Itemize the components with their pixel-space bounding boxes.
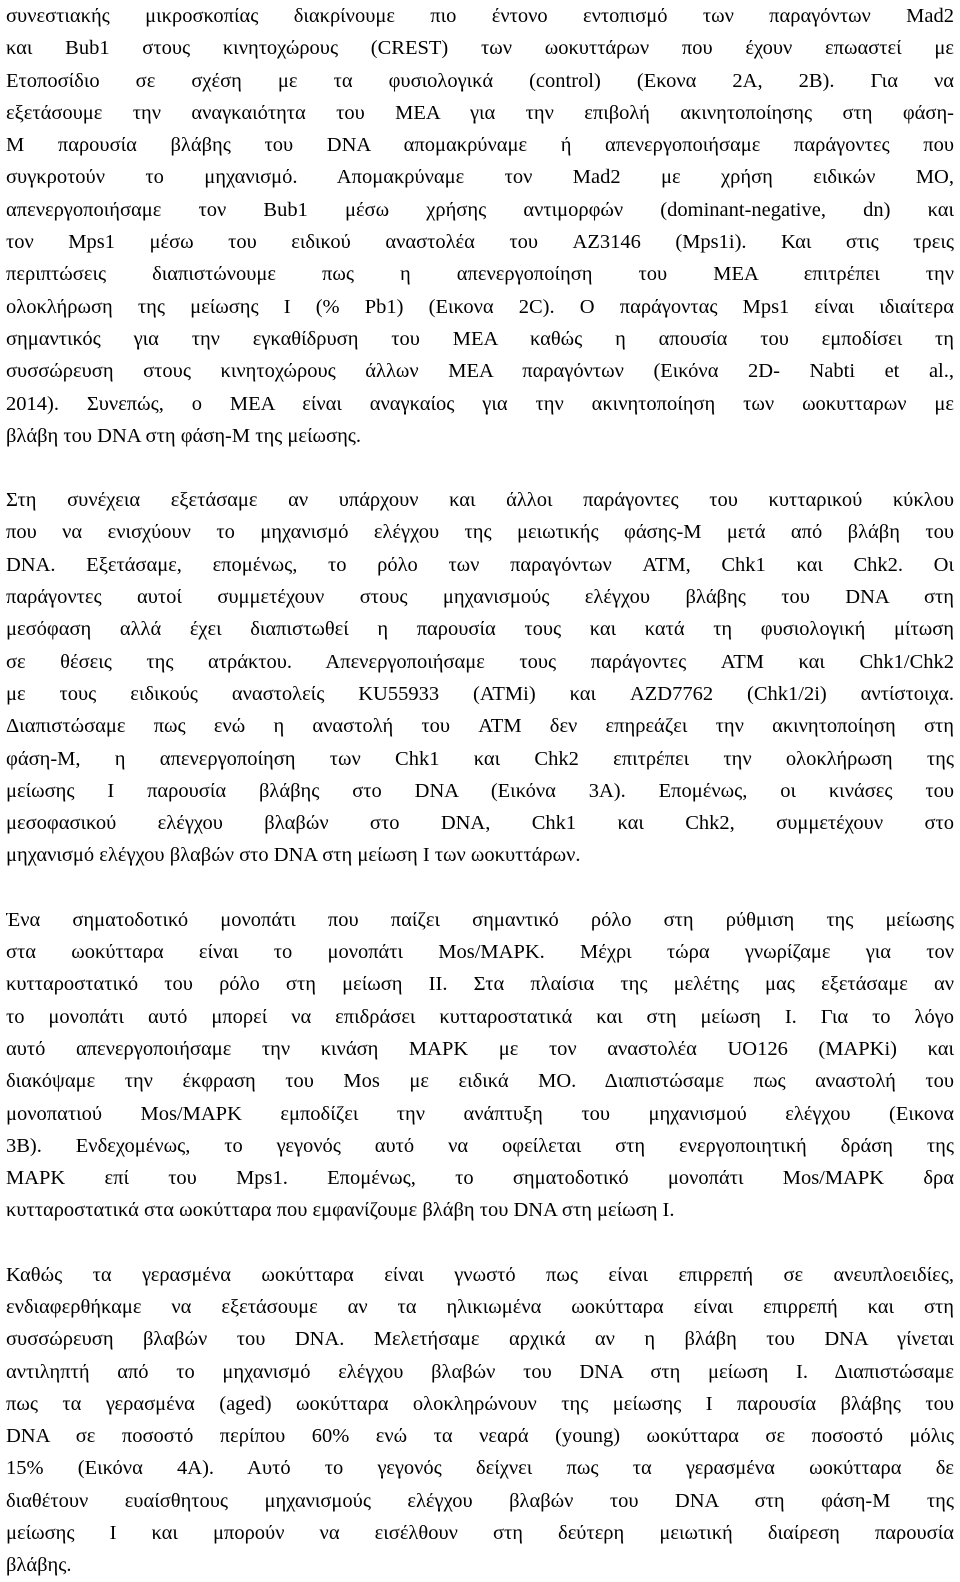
paragraph-2 [6, 484, 954, 872]
text-line: και Bub1 στους κινητοχώρους (CREST) των ωοκυττάρων που έχουν επωαστεί με [6, 37, 954, 60]
text-line: που να ενισχύουν το μηχανισμό ελέγχου της μειωτικής φάσης-Μ μετά από βλάβη του [6, 521, 954, 544]
text-line: μείωσης Ι παρουσία βλάβης στο DNA (Εικόνα 3Α). Επομένως, οι κινάσες του [6, 779, 954, 802]
text-line: διακόψαμε την έκφραση του Mos με ειδικά ΜΟ. Διαπιστώσαμε πως αναστολή του [6, 1070, 954, 1093]
text-line: συνεστιακής μικροσκοπίας διακρίνουμε πιο έντονο εντοπισμό των παραγόντων Mad2 [6, 5, 954, 27]
paragraph-3 [6, 904, 954, 1227]
text-line: Καθώς τα γερασμένα ωοκύτταρα είναι γνωστό πως είναι επιρρεπή σε ανευπλοειδίες, [6, 1263, 954, 1286]
text-line: Διαπιστώσαμε πως ενώ η αναστολή του ATM δεν επηρεάζει την ακινητοποίηση στη [6, 715, 954, 738]
text-line: Μ παρουσία βλάβης του DNA απομακρύναμε ή απενεργοποιήσαμε παράγοντες που [6, 134, 954, 157]
text-line: μονοπατιού Mos/MAPK εμποδίζει την ανάπτυξη του μηχανισμού ελέγχου (Εικονα [6, 1102, 954, 1125]
text-line: 3Β). Ενδεχομένως, το γεγονός αυτό να οφείλεται στη ενεργοποιητική δράση της [6, 1134, 954, 1157]
text-line: συσσώρευση στους κινητοχώρους άλλων ΜΕΑ παραγόντων (Εικόνα 2D- Nabti et al., [6, 360, 954, 383]
text-line: κυτταροστατικά στα ωοκύτταρα που εμφανίζουμε βλάβη του DNA στη μείωση Ι. [6, 1199, 675, 1222]
text-line: κυτταροστατικό του ρόλο στη μείωση ΙΙ. Στα πλαίσια της μελέτης μας εξετάσαμε αν [6, 973, 954, 996]
text-line: διαθέτουν ευαίσθητους μηχανισμούς ελέγχου βλαβών του DNA στη φάση-Μ της [6, 1489, 954, 1512]
text-line: μηχανισμό ελέγχου βλαβών στο DNA στη μείωση Ι των ωοκυττάρων. [6, 844, 581, 867]
text-line: μεσόφαση αλλά έχει διαπιστωθεί η παρουσία τους και κατά τη φυσιολογική μίτωση [6, 618, 954, 641]
text-line: τον Mps1 μέσω του ειδικού αναστολέα του AZ3146 (Mps1i). Και στις τρεις [6, 231, 954, 254]
text-line: φάση-Μ, η απενεργοποίηση των Chk1 και Chk2 επιτρέπει την ολοκλήρωση της [6, 747, 954, 770]
text-line: πως τα γερασμένα (aged) ωοκύτταρα ολοκληρώνουν της μείωσης Ι παρουσία βλάβης του [6, 1392, 954, 1415]
text-line: ενδιαφερθήκαμε να εξετάσουμε αν τα ηλικιωμένα ωοκύτταρα είναι επιρρεπή και στη [6, 1295, 954, 1318]
paragraph-4 [6, 1259, 954, 1582]
text-line: συσσώρευση βλαβών του DNA. Μελετήσαμε αρχικά αν η βλάβη του DNA γίνεται [6, 1328, 954, 1351]
text-line: DNA. Εξετάσαμε, επομένως, το ρόλο των παραγόντων ATM, Chk1 και Chk2. Οι [6, 553, 954, 576]
text-line: 2014). Συνεπώς, ο ΜΕΑ είναι αναγκαίος για την ακινητοποίηση των ωοκυτταρων με [6, 392, 954, 415]
text-line: αυτό απενεργοποιήσαμε την κινάση MAPK με τον αναστολέα UO126 (MAPKi) και [6, 1037, 954, 1060]
text-line: DNA σε ποσοστό περίπου 60% ενώ τα νεαρά (young) ωοκύτταρα σε ποσοστό μόλις [6, 1425, 954, 1448]
text-line: Ένα σηματοδοτικό μονοπάτι που παίζει σημαντικό ρόλο στη ρύθμιση της μείωσης [6, 908, 954, 931]
text-line: το μονοπάτι αυτό μπορεί να επιδράσει κυτταροστατικά και στη μείωση Ι. Για το λόγο [6, 1005, 954, 1028]
text-line: σε θέσεις της ατράκτου. Απενεργοποιήσαμε τους παράγοντες ATM και Chk1/Chk2 [6, 650, 954, 673]
text-line: αντιληπτή από το μηχανισμό ελέγχου βλαβών του DNA στη μείωση Ι. Διαπιστώσαμε [6, 1360, 954, 1383]
text-line: στα ωοκύτταρα είναι το μονοπάτι Mos/MAPK. Μέχρι τώρα γνωρίζαμε για τον [6, 941, 954, 964]
text-line: μείωσης Ι και μπορούν να εισέλθουν στη δεύτερη μειωτική διαίρεση παρουσία [6, 1522, 954, 1545]
text-line: βλάβης. [6, 1554, 72, 1577]
text-line: μεσοφασικού ελέγχου βλαβών στο DNA, Chk1 και Chk2, συμμετέχουν στο [6, 812, 954, 835]
text-line: ολοκλήρωση της μείωσης Ι (% Pb1) (Εικονα 2C). Ο παράγοντας Mps1 είναι ιδιαίτερα [6, 295, 954, 318]
text-line: 15% (Εικόνα 4Α). Αυτό το γεγονός δείχνει πως τα γερασμένα ωοκύτταρα δε [6, 1457, 954, 1480]
text-line: MAPK επί του Mps1. Επομένως, το σηματοδοτικό μονοπάτι Mos/MAPK δρα [6, 1167, 954, 1190]
text-line: με τους ειδικούς αναστολείς KU55933 (ATMi) και AZD7762 (Chk1/2i) αντίστοιχα. [6, 682, 954, 705]
text-line: εξετάσουμε την αναγκαιότητα του ΜΕΑ για την επιβολή ακινητοποίησης στη φάση- [6, 101, 954, 124]
text-line: Στη συνέχεια εξετάσαμε αν υπάρχουν και άλλοι παράγοντες του κυτταρικού κύκλου [6, 489, 954, 512]
text-line: περιπτώσεις διαπιστώνουμε πως η απενεργοποίηση του ΜΕΑ επιτρέπει την [6, 263, 954, 286]
text-line: παράγοντες αυτοί συμμετέχουν στους μηχανισμούς ελέγχου βλάβης του DNA στη [6, 586, 954, 609]
paragraph-1 [6, 0, 954, 452]
text-line: συγκροτούν το μηχανισμό. Απομακρύναμε τον Mad2 με χρήση ειδικών ΜΟ, [6, 166, 954, 189]
document-page [6, 0, 954, 1582]
text-line: απενεργοποιήσαμε τον Bub1 μέσω χρήσης αντιμορφών (dominant-negative, dn) και [6, 198, 954, 221]
text-line: Ετοποσίδιο σε σχέση με τα φυσιολογικά (control) (Εκονα 2Α, 2Β). Για να [6, 69, 954, 92]
text-line: σημαντικός για την εγκαθίδρυση του ΜΕΑ καθώς η απουσία του εμποδίσει τη [6, 327, 954, 350]
text-line: βλάβη του DNA στη φάση-Μ της μείωσης. [6, 424, 362, 447]
